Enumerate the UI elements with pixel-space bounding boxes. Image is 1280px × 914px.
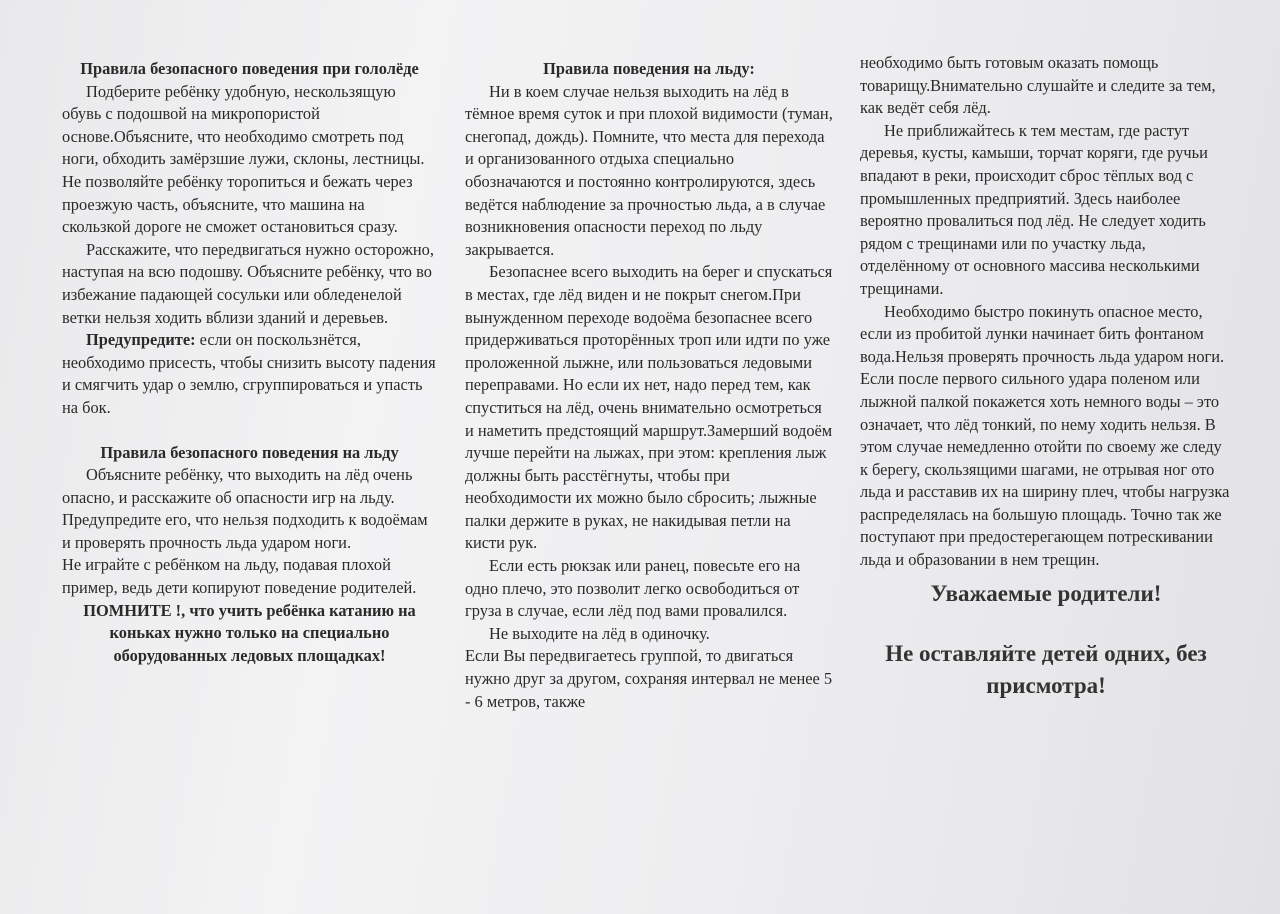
heading-ice-rules: Правила поведения на льду: [543, 59, 755, 78]
column-right [860, 52, 1232, 702]
paragraph: необходимо быть готовым оказать помощь товарищу.Внимательно слушайте и следите за тем, как ведёт себя лёд. [860, 53, 1216, 118]
paragraph: Не играйте с ребёнком на льду, подавая плохой пример, ведь дети копируют поведение родителей. [62, 555, 417, 598]
paragraph: Предупредите его, что нельзя подходить к водоёмам и проверять прочность льда ударом ноги. [62, 510, 428, 552]
paragraph: Если есть рюкзак или ранец, повесьте его на одно плечо, это позволит легко освободиться от груза в случае, если лёд под вами провалился. [465, 556, 801, 621]
paragraph-warning [62, 329, 437, 419]
remember-note: ПОМНИТЕ !, что учить ребёнка катанию на коньках нужно только на специально оборудованных ледовых площадках! [83, 600, 416, 665]
heading-ice-conditions: Правила безопасного поведения при гололёде [80, 59, 419, 78]
warning-text: если он поскользнётся, необходимо присесть, чтобы снизить высоту падения и смягчить удар о землю, сгруппироваться и упасть на бок. [62, 330, 436, 417]
warning-label: Предупредите: [86, 330, 196, 350]
paragraph: Не выходите на лёд в одиночку. [489, 623, 710, 643]
heading-ice-safety: Правила безопасного поведения на льду [100, 442, 399, 462]
parents-heading: Уважаемые родители! [930, 580, 1162, 606]
paragraph: Подберите ребёнку удобную, нескользящую обувь с подошвой на микропористой основе.Объясните, что необходимо смотреть под ноги, обходить замёрзшие лужи, склоны, лестницы. [62, 81, 425, 169]
parents-appeal: Не оставляйте детей одних, без присмотра! [885, 640, 1207, 698]
paragraph: Если Вы передвигаетесь группой, то двигаться нужно друг за другом, сохраняя интервал не менее 5 - 6 метров, также [465, 646, 833, 711]
paragraph: Не приближайтесь к тем местам, где растут деревья, кусты, камыши, торчат коряги, где ручьи впадают в реки, происходит сброс тёплых вод с промышленных предприятий. Здесь наиболее вероятно провалиться под лёд. Не следует ходить рядом с трещинами или по участку льда, отделённому от основного массива несколькими трещинами. [860, 120, 1208, 298]
paragraph: Расскажите, что передвигаться нужно осторожно, наступая на всю подошву. Объясните ребёнку, что во избежание падающей сосульки или обледенелой ветки нельзя ходить вблизи зданий и деревьев. [62, 239, 434, 327]
column-middle [465, 58, 833, 713]
paragraph: Объясните ребёнку, что выходить на лёд очень опасно, и расскажите об опасности игр на льду. [62, 465, 413, 507]
column-left [62, 58, 437, 667]
paragraph: Безопаснее всего выходить на берег и спускаться в местах, где лёд виден и не покрыт снегом.При вынужденном переходе водоёма безопаснее всего придерживаться проторённых троп или идти по уже проложенной лыжне, или пользоваться ледовыми переправами. Но если их нет, надо перед тем, как спуститься на лёд, очень внимательно осмотреться и наметить предстоящий маршрут.Замерший водоём лучше перейти на лыжах, при этом: крепления лыж должны быть расстёгнуты, чтобы при необходимости их можно было сбросить; лыжные палки держите в руках, не накидывая петли на кисти рук. [465, 262, 833, 553]
paragraph: Не позволяйте ребёнку торопиться и бежать через проезжую часть, объясните, что машина на скользкой дороге не сможет остановиться сразу. [62, 171, 413, 237]
paragraph: Необходимо быстро покинуть опасное место, если из пробитой лунки начинает бить фонтаном вода.Нельзя проверять прочность льда ударом ноги. Если после первого сильного удара поленом или лыжной палкой покажется хоть немного воды – это означает, что лёд тонкий, по нему ходить нельзя. В этом случае немедленно отойти по своему же следу к берегу, скользящими шагами, не отрывая ног ото льда и расставив их на ширину плеч, чтобы нагрузка распределялась на большую площадь. Точно так же поступают при предостерегающем потрескивании льда и образовании в нем трещин. [860, 301, 1230, 570]
paragraph: Ни в коем случае нельзя выходить на лёд в тёмное время суток и при плохой видимости (туман, снегопад, дождь). Помните, что места для перехода и организованного отдыха специально обозначаются и постоянно контролируются, здесь ведётся наблюдение за прочностью льда, а в случае возникновения опасности переход по льду закрывается. [465, 81, 833, 259]
